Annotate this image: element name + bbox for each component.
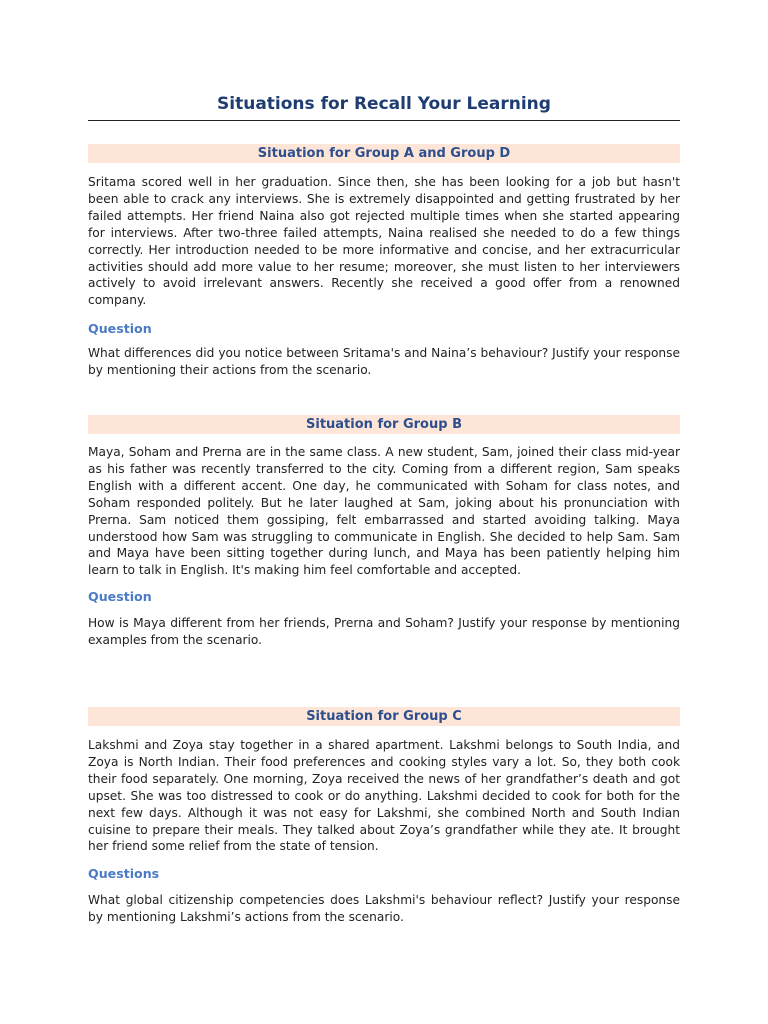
section-group-a-d [88,144,680,379]
section-heading: Situation for Group C [88,707,680,726]
title-divider [88,120,680,121]
situation-text: Maya, Soham and Prerna are in the same class. A new student, Sam, joined their class mid-year as his father was recently transferred to the city. Coming from a different region, Sam speaks English with a different accent. One day, he communicated with Soham for class notes, and Soham responded politely. But he later laughed at Sam, joking about his pronunciation with Prerna. Sam noticed them gossiping, felt embarrassed and started avoiding talking. Maya understood how Sam was struggling to communicate in English. She decided to help Sam. Sam and Maya have been sitting together during lunch, and Maya has been patiently helping him learn to talk in English. It's making him feel comfortable and accepted. [88,445,680,578]
section-heading: Situation for Group A and Group D [88,144,680,163]
section-heading: Situation for Group B [88,415,680,434]
question-text: How is Maya different from her friends, Prerna and Soham? Justify your response by mentioning examples from the scenario. [88,616,680,648]
section-group-b [88,415,680,649]
question-label: Question [88,589,152,605]
question-label: Question [88,321,152,337]
document-page [88,0,680,925]
section-group-c [88,707,680,926]
situation-text: Sritama scored well in her graduation. Since then, she has been looking for a job but hasn't been able to crack any interviews. She is extremely disappointed and getting frustrated by her failed attempts. Her friend Naina also got rejected multiple times when she started appearing for interviews. After two-three failed attempts, Naina realised she needed to do a few things correctly. Her introduction needed to be more informative and concise, and her extracurricular activities should add more value to her resume; moreover, she must listen to her interviewers actively to avoid irrelevant answers. Recently she received a good offer from a renowned company. [88,175,680,308]
page-title: Situations for Recall Your Learning [217,94,551,114]
question-text: What global citizenship competencies does Lakshmi's behaviour reflect? Justify your response by mentioning Lakshmi’s actions from the scenario. [88,893,680,925]
question-label: Questions [88,866,160,882]
question-text: What differences did you notice between Sritama's and Naina’s behaviour? Justify your response by mentioning their actions from the scenario. [88,346,680,378]
situation-text: Lakshmi and Zoya stay together in a shared apartment. Lakshmi belongs to South India, and Zoya is North Indian. Their food preferences and cooking styles vary a lot. So, they both cook their food separately. One morning, Zoya received the news of her grandfather’s death and got upset. She was too distressed to cook or do anything. Lakshmi decided to cook for both for the next few days. Although it was not easy for Lakshmi, she combined North and South Indian cuisine to prepare their meals. They talked about Zoya’s grandfather while they ate. It brought her friend some relief from the state of tension. [88,738,680,854]
